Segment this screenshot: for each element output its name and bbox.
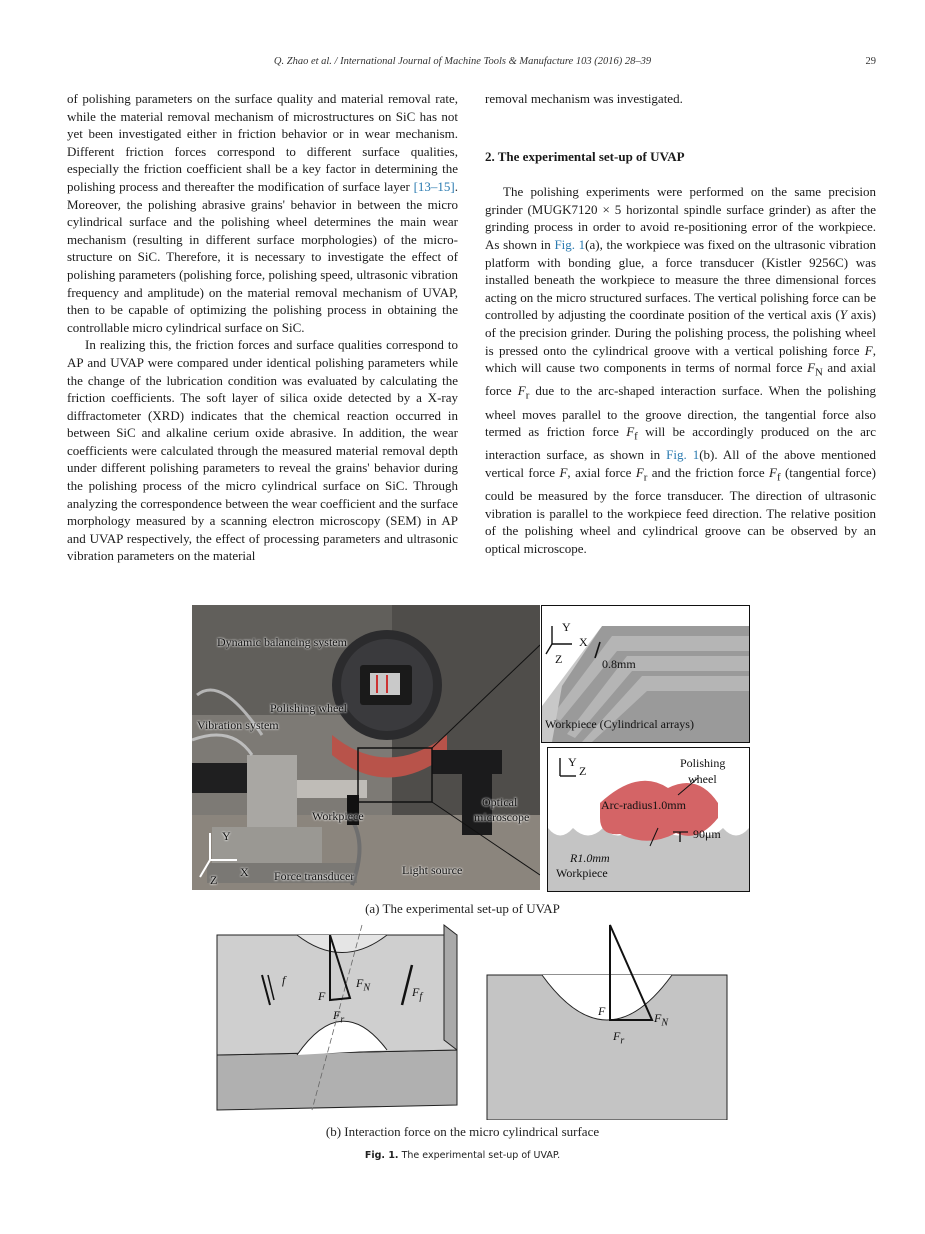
dimension-label: 0.8mm (602, 657, 636, 671)
axis-label-x: X (240, 865, 249, 879)
label-polishing: Polishing (680, 756, 726, 770)
math-var: F (807, 360, 816, 376)
math-var: F (769, 464, 777, 480)
text-run: and the friction force (647, 464, 769, 480)
label-force-Fr-right (613, 1029, 624, 1046)
subcaption-a: (a) The experimental set-up of UVAP (365, 901, 560, 916)
text-run: , axial force (567, 464, 636, 480)
figure-link[interactable]: Fig. 1 (554, 236, 586, 252)
math-var: F (626, 424, 635, 440)
caption-label: Fig. 1. (364, 1150, 399, 1161)
right-column (485, 90, 876, 557)
inset-caption: Workpiece (Cylindrical arrays) (545, 717, 694, 731)
text-run: and axial force (485, 360, 876, 399)
section-heading: 2. The experimental set-up of UVAP (485, 148, 685, 164)
inset-wheel-groove (547, 747, 750, 892)
inset-axis-z: Z (555, 652, 563, 666)
math-sub: r (525, 389, 530, 402)
math-sub: f (419, 991, 423, 1003)
label-force-Ff (412, 985, 422, 1002)
math-sub: r (340, 1014, 345, 1026)
inset-axis-y: Y (568, 755, 577, 769)
math-sub: N (815, 366, 823, 379)
label-force-Fr (333, 1008, 344, 1025)
axis-label-y: Y (222, 829, 231, 843)
math-var: F (613, 1029, 621, 1043)
citation-link[interactable]: [13–15] (413, 178, 455, 194)
text-run: (b). All of the above mentioned vertical force (485, 447, 876, 480)
label-wheel: wheel (688, 772, 717, 786)
label-microscope: microscope (474, 810, 530, 824)
paragraph (485, 183, 876, 557)
paragraph: removal mechanism was investigated. (485, 91, 683, 106)
inset-axis-x: X (579, 635, 588, 649)
left-column (67, 90, 458, 565)
math-var: F (864, 342, 873, 358)
text-run: (tangential force) could be measured by the force transducer. The direction of ultrasonic vibration is parallel to the workpiece feed direction. The relative position of the polishing wheel and cylindrical groove can be observed by an optical microscope. (485, 464, 876, 556)
label-force-F: F (318, 989, 326, 1003)
math-var: F (654, 1011, 662, 1025)
inset-axis-y: Y (562, 620, 571, 634)
radius-label: R1.0mm (570, 851, 610, 865)
math-var: Y (839, 307, 847, 323)
label-light-source: Light source (402, 863, 463, 877)
label-force-transducer: Force transducer (274, 869, 355, 883)
figure-caption (0, 1150, 925, 1161)
inset-cylindrical-arrays (541, 605, 750, 743)
axis-label-z: Z (210, 873, 218, 887)
workpiece-label: Workpiece (556, 866, 608, 880)
math-var: F (333, 1008, 341, 1022)
label-workpiece: Workpiece (312, 809, 364, 823)
arc-radius-label: Arc-radius1.0mm (601, 798, 686, 812)
label-force-F-right: F (598, 1004, 606, 1018)
page-number: 29 (865, 56, 876, 67)
text-run: of polishing parameters on the surface quality and material removal rate, while the material removal mechanism of microstructures on SiC has not yet been investigated either in friction behavior or in wear mechanism. Different friction forces correspond to different surface qualities, especially the friction coefficient shall be a key factor in determining the polishing process and thereafter the modification of surface layer (67, 91, 458, 194)
math-sub: f (776, 471, 781, 484)
label-force-FN-right (654, 1011, 668, 1028)
caption-text: The experimental set-up of UVAP. (401, 1150, 561, 1161)
math-var: F (517, 383, 526, 399)
math-sub: N (661, 1017, 669, 1029)
paragraph (67, 90, 458, 336)
text-run: . Moreover, the polishing abrasive grains' behavior in between the micro cylindrical surface and the polishing wheel determines the main wear mechanism (resulting in different surface morphologies) of the micro-structure on SiC. Therefore, it is necessary to investigate the effect of polishing parameters (polishing force, polishing speed, ultrasonic vibration frequency and amplitude) on the material removal mechanism of UVAP, then to be capable of optimizing the polishing process in obtaining the controllable micro cylindrical surface on SiC. (67, 178, 458, 335)
math-sub: N (363, 982, 371, 994)
subcaption-b: (b) Interaction force on the micro cylindrical surface (325, 1124, 600, 1139)
math-sub: r (620, 1035, 625, 1047)
text-run: axis) of the precision grinder. During the polishing process, the polishing wheel is pressed onto the cylindrical groove with a vertical polishing force (485, 307, 876, 358)
math-sub: r (643, 471, 648, 484)
text-run: due to the arc-shaped interaction surface. When the polishing wheel moves parallel to the groove direction, the tangential force also termed as friction force (485, 383, 877, 440)
inset-axis-z: Z (579, 764, 587, 778)
label-force-FN (356, 976, 370, 993)
running-head: Q. Zhao et al. / International Journal of Machine Tools & Manufacture 103 (2016) 28–39 (273, 56, 652, 67)
label-polishing-wheel: Polishing wheel (270, 701, 347, 715)
depth-label: 90μm (693, 827, 721, 841)
math-var: F (635, 464, 644, 480)
label-dynamic-balancing: Dynamic balancing system (217, 635, 347, 649)
paragraph: In realizing this, the friction forces and surface qualities correspond to AP and UVAP were compared under identical polishing parameters while the change of the lubrication condition was evaluated by calculating the friction coefficients. The soft layer of silica oxide detected by a X-ray diffractometer (XRD) indicates that the chemical reaction occurred in between SiC and alkaline cerium oxide abrasive. In addition, the wear coefficients were calculated through the measured material removal depth under different polishing parameters to reveal the grains' behavior during the polishing process of the micro cylindrical surface on SiC. Through analyzing the correspondence between the wear coefficient and the surface morphology measured by a scanning electron microscopy (SEM) in AP and UVAP respectively, the effect of processing parameters and ultrasonic vibration parameters on the material (67, 337, 458, 564)
math-var: F (356, 976, 364, 990)
math-var: F (559, 464, 568, 480)
text-run: (a), the workpiece was fixed on the ultrasonic vibration platform with bonding glue, a force transducer (Kistler 9256C) was installed beneath the workpiece to measure the three dimensional forces acting on the micro structured surfaces. The vertical polishing force can be controlled by adjusting the coordinate position of the vertical axis ( (485, 236, 876, 323)
label-f-small: f (282, 973, 286, 987)
label-vibration-system: Vibration system (197, 718, 279, 732)
label-optical: Optical (482, 795, 518, 809)
text-run: The polishing experiments were performed on the same precision grinder (MUGK7120 × 5 horizontal spindle surface grinder) as after the grinding process in order to avoid re-positioning error of the workpiece. As shown in (485, 184, 876, 252)
page-header (0, 56, 925, 70)
math-sub: f (634, 430, 638, 443)
setup-photo (192, 605, 540, 890)
figure-link[interactable]: Fig. 1 (666, 447, 700, 463)
text-run: , which will cause two components in terms of normal force (485, 342, 876, 376)
text-run: will be accordingly produced on the arc interaction surface, as shown in (485, 424, 876, 463)
math-var: F (412, 985, 420, 999)
